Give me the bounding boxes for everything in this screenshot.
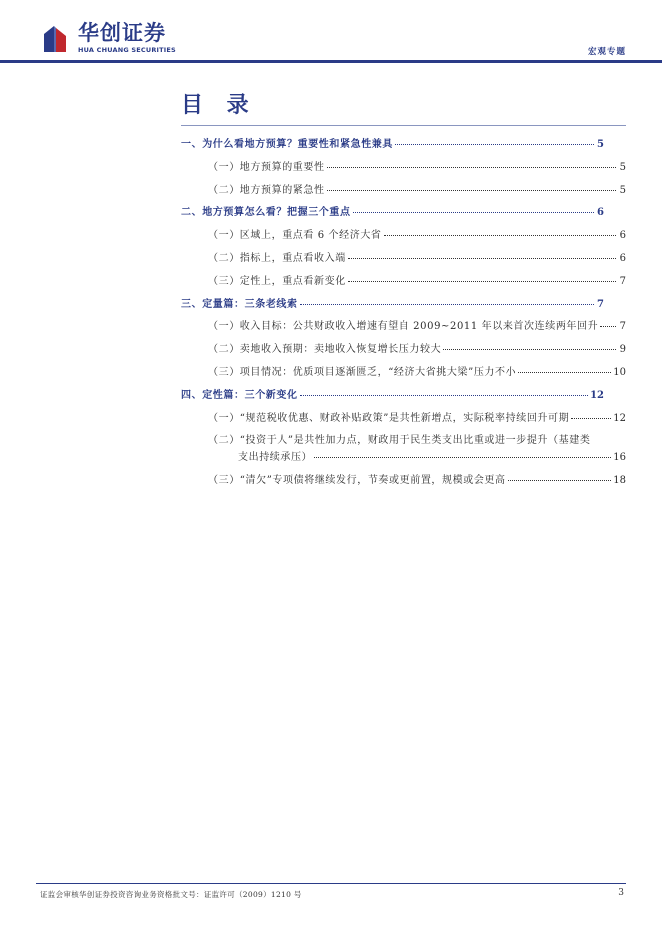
page-header (0, 0, 662, 62)
toc-entry-label: （一）“规范税收优惠、财政补贴政策”是共性新增点，实际税率持续回升可期 (208, 412, 570, 424)
toc-entry-page: 6 (597, 207, 604, 219)
toc-leader-dots (508, 480, 612, 481)
toc-leader-dots (348, 281, 616, 282)
toc-entry-label: 二、地方预算怎么看？把握三个重点 (181, 207, 351, 219)
company-logo (40, 22, 176, 56)
toc-entry-continuation[interactable] (238, 452, 626, 464)
toc-leader-dots (353, 212, 594, 213)
toc-section-entry[interactable] (208, 475, 626, 487)
toc-section-entry[interactable] (208, 185, 626, 197)
toc-entry-label: （三）定性上，重点看新变化 (208, 275, 346, 287)
toc-title: 目 录 (181, 92, 257, 118)
toc-entry-page: 6 (619, 230, 626, 242)
toc-entry-label: （二）卖地收入预期：卖地收入恢复增长压力较大 (208, 344, 442, 356)
toc-leader-dots (443, 349, 616, 350)
toc-entry-page: 7 (619, 321, 626, 333)
logo-mark-icon (40, 22, 72, 54)
toc-entry-label: （一）收入目标：公共财政收入增速有望自 2009~2011 年以来首次连续两年回升 (208, 321, 599, 333)
toc-leader-dots (300, 395, 588, 396)
toc-leader-dots (327, 167, 616, 168)
toc-leader-dots (600, 326, 616, 327)
toc-title-divider (181, 125, 626, 126)
toc-chapter-entry[interactable] (181, 139, 604, 151)
toc-entry-label-cont: 支出持续承压） (238, 452, 313, 464)
toc-chapter-entry[interactable] (181, 299, 604, 311)
toc-entry-page: 7 (619, 275, 626, 287)
toc-entry-label: 四、定性篇：三个新变化 (181, 389, 298, 401)
toc-section-entry[interactable] (208, 413, 626, 425)
toc-entry-page: 7 (597, 298, 604, 310)
toc-leader-dots (314, 457, 611, 458)
toc-entry-label: （一）地方预算的重要性 (208, 161, 325, 173)
report-category: 宏观专题 (587, 47, 626, 57)
toc-entry-page: 12 (590, 389, 604, 401)
toc-entry-page: 10 (613, 367, 626, 378)
toc-entry-label: （三）项目情况：优质项目逐渐匮乏，“经济大省挑大梁”压力不小 (208, 367, 517, 378)
toc-section-entry[interactable] (208, 276, 626, 288)
toc-leader-dots (395, 144, 594, 145)
toc-section-entry[interactable] (208, 435, 626, 447)
toc-entry-label: （三）“清欠”专项债将继续发行，节奏或更前置，规模或会更高 (208, 475, 506, 487)
toc-entry-page: 5 (597, 139, 604, 150)
toc-leader-dots (327, 190, 616, 191)
toc-entry-label: 三、定量篇：三条老线索 (181, 298, 298, 310)
toc-entry-page: 12 (613, 412, 626, 424)
toc-section-entry[interactable] (208, 367, 626, 379)
toc-leader-dots (300, 304, 594, 305)
toc-entry-label: 一、为什么看地方预算？重要性和紧急性兼具 (181, 139, 393, 150)
toc-section-entry[interactable] (208, 321, 626, 333)
toc-entry-page: 5 (619, 161, 626, 173)
toc-leader-dots (571, 418, 611, 419)
page-number: 3 (618, 888, 624, 898)
toc-entry-label: （二）“投资于人”是共性加力点，财政用于民生类支出比重或进一步提升（基建类 (208, 435, 591, 447)
toc-section-entry[interactable] (208, 162, 626, 174)
toc-chapter-entry[interactable] (181, 390, 604, 402)
toc-leader-dots (518, 372, 611, 373)
footer-divider (36, 883, 626, 884)
toc-entry-page: 16 (613, 452, 626, 464)
toc-entry-page: 9 (619, 344, 626, 356)
toc-section-entry[interactable] (208, 344, 626, 356)
toc-section-entry[interactable] (208, 230, 626, 242)
toc-leader-dots (384, 235, 616, 236)
logo-english-name: HUA CHUANG SECURITIES (78, 46, 176, 54)
toc-entry-label: （二）指标上，重点看收入端 (208, 253, 346, 264)
toc-section-entry[interactable] (208, 253, 626, 265)
toc-entry-page: 6 (619, 253, 626, 264)
header-divider (0, 60, 662, 63)
toc-entry-page: 18 (613, 475, 626, 487)
toc-entry-label: （二）地方预算的紧急性 (208, 184, 325, 196)
footer-disclaimer: 证监会审核华创证券投资咨询业务资格批文号：证监许可（2009）1210 号 (40, 890, 302, 899)
toc-entry-page: 5 (619, 184, 626, 196)
toc-chapter-entry[interactable] (181, 207, 604, 219)
toc-leader-dots (348, 258, 616, 259)
toc-entry-label: （一）区域上，重点看 6 个经济大省 (208, 230, 382, 242)
logo-chinese-name: 华创证券 (78, 21, 166, 45)
